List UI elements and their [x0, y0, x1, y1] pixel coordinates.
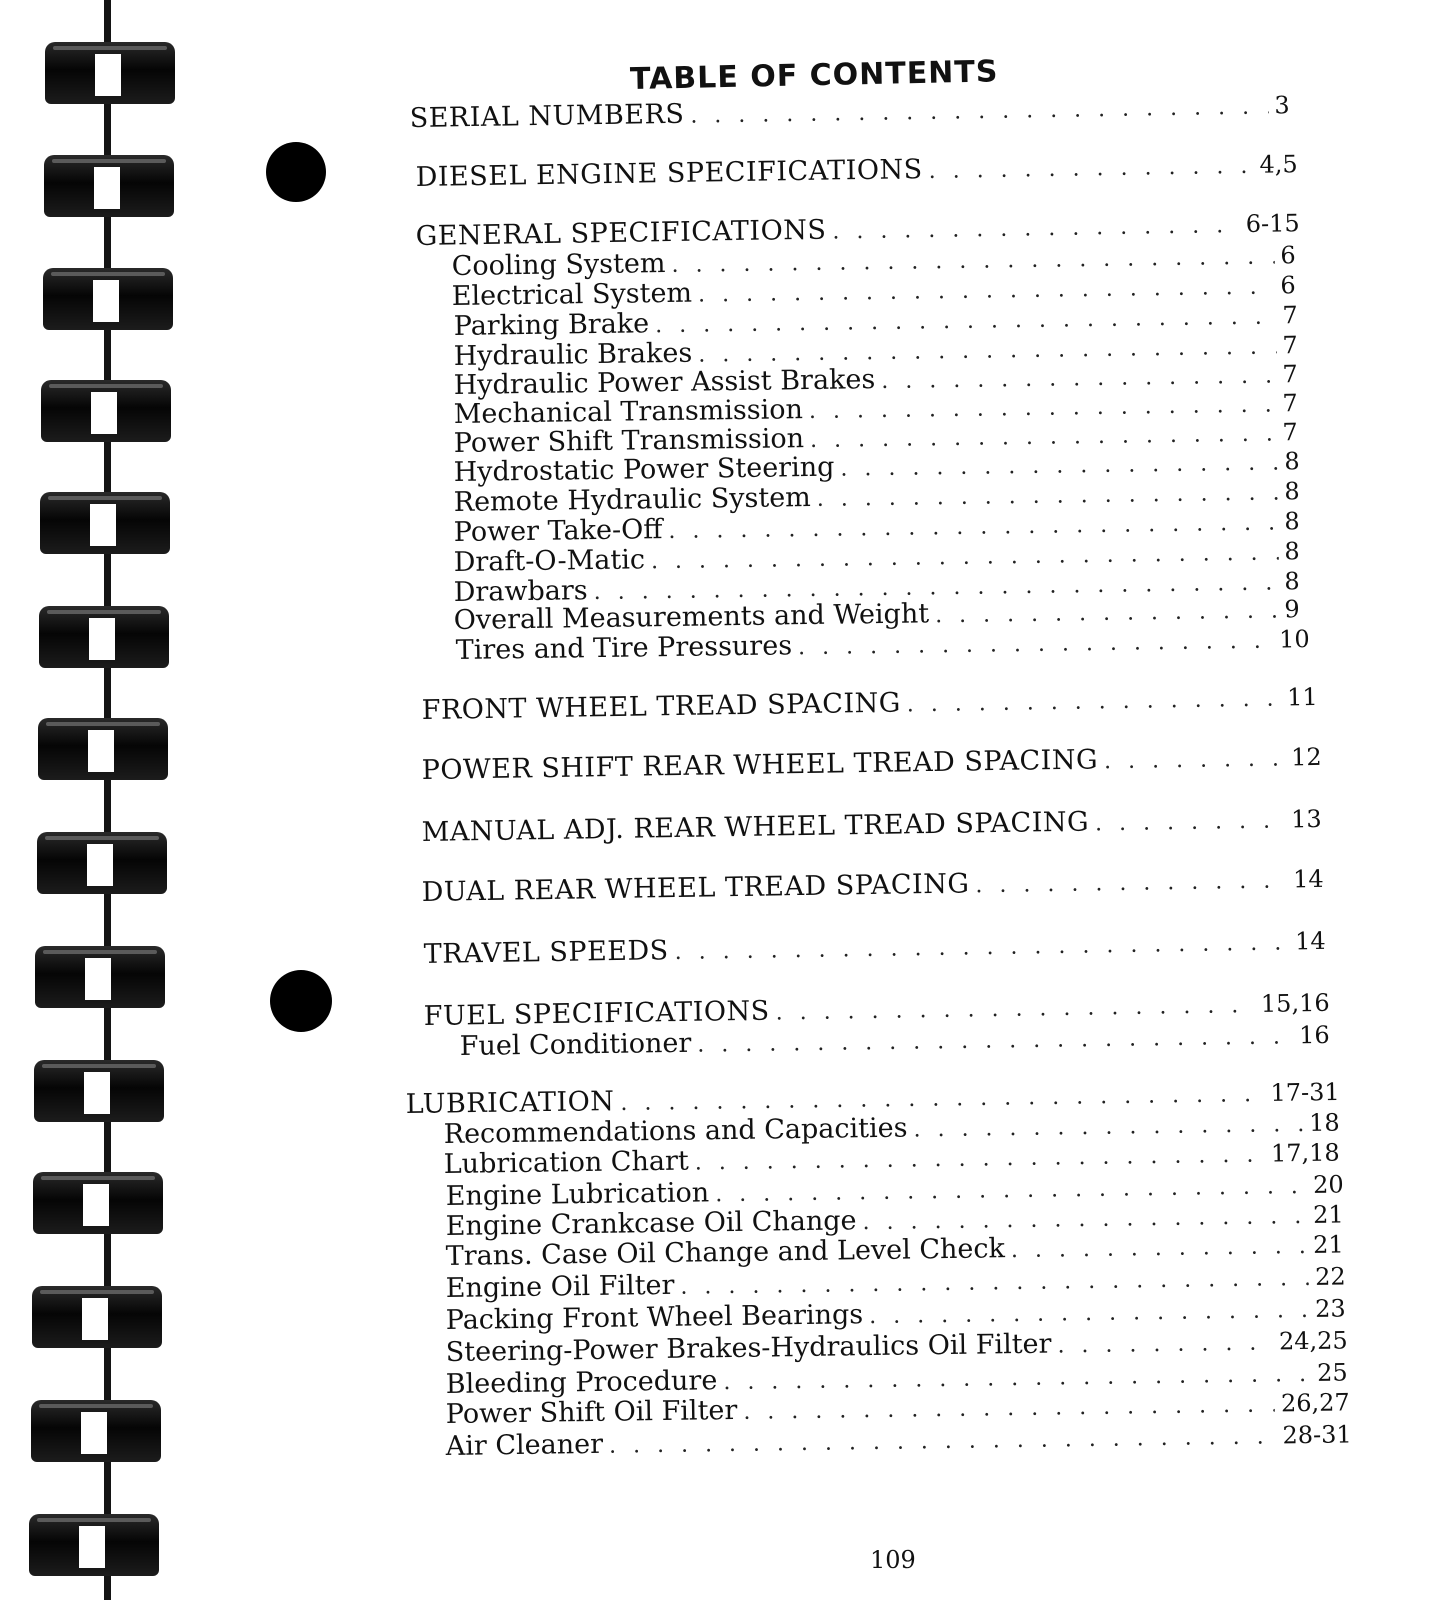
- toc-entry-page: 20: [1312, 1170, 1344, 1199]
- toc-entry-page: 13: [1290, 804, 1322, 834]
- toc-section-entry: [421, 864, 1323, 910]
- toc-entry-page: 6-15: [1245, 209, 1300, 238]
- punch-hole-top: [266, 142, 326, 202]
- toc-entry-title: SERIAL NUMBERS: [409, 98, 685, 135]
- toc-section-entry: [421, 682, 1317, 728]
- toc-entry-title: MANUAL ADJ. REAR WHEEL TREAD SPACING: [421, 806, 1090, 849]
- toc-entry-page: 18: [1308, 1108, 1340, 1137]
- binding-coil: [45, 42, 175, 104]
- toc-entry-page: 26,27: [1280, 1388, 1350, 1418]
- dot-leader: [697, 1022, 1293, 1060]
- toc-section-entry: [421, 804, 1321, 850]
- toc-entry-title: Engine Lubrication: [445, 1177, 710, 1213]
- toc-entry-title: Hydrostatic Power Steering: [453, 451, 835, 489]
- toc-entry-title: Draft-O-Matic: [453, 544, 646, 579]
- dot-leader: [907, 685, 1282, 721]
- punch-hole-bottom: [270, 970, 332, 1032]
- toc-entry-page: 8: [1284, 477, 1300, 506]
- toc-entry-page: 17-31: [1270, 1077, 1340, 1107]
- toc-entry-page: 7: [1282, 389, 1298, 418]
- binding-coil: [38, 718, 168, 780]
- toc-section-entry: [415, 149, 1297, 195]
- toc-entry-page: 14: [1292, 864, 1324, 894]
- toc-entry-page: 8: [1284, 447, 1300, 476]
- toc-entry-title: FUEL SPECIFICATIONS: [423, 995, 770, 1033]
- toc-entry-page: 15,16: [1260, 988, 1330, 1018]
- toc-entry-title: Bleeding Procedure: [445, 1365, 718, 1401]
- binding-coil: [44, 155, 174, 217]
- dot-leader: [690, 93, 1268, 132]
- toc-entry-page: 7: [1282, 418, 1298, 447]
- toc-entry-page: 6: [1280, 241, 1296, 270]
- dot-leader: [928, 152, 1253, 187]
- toc-entry-page: 16: [1298, 1020, 1330, 1050]
- toc-entry-title: Recommendations and Capacities: [443, 1112, 908, 1151]
- toc-entry-page: 8: [1284, 537, 1300, 566]
- binding-coil: [41, 380, 171, 442]
- toc-section-entry: [423, 926, 1325, 972]
- toc-entry-page: 6: [1280, 271, 1296, 300]
- binding-coil: [34, 1060, 164, 1122]
- toc-entry-page: 7: [1282, 331, 1298, 360]
- toc-entry-page: 28-31: [1282, 1420, 1352, 1450]
- toc-entry-page: 3: [1274, 91, 1290, 120]
- toc-entry-page: 25: [1316, 1358, 1348, 1387]
- dot-leader: [1104, 744, 1286, 777]
- binding-coil: [40, 492, 170, 554]
- dot-leader: [975, 866, 1287, 901]
- toc-entry-page: 17,18: [1270, 1138, 1340, 1168]
- dot-leader: [798, 627, 1273, 664]
- toc-entry-title: Packing Front Wheel Bearings: [445, 1299, 864, 1337]
- toc-entry-title: Lubrication Chart: [443, 1145, 689, 1181]
- toc-entry-page: 7: [1282, 301, 1298, 330]
- toc-entry-page: 9: [1284, 595, 1300, 624]
- toc-entry-title: Engine Crankcase Oil Change: [445, 1205, 857, 1243]
- binding-spine: [104, 0, 111, 1600]
- toc-entry-title: Parking Brake: [453, 308, 650, 343]
- binding-coil: [31, 1400, 161, 1462]
- toc-entry-title: LUBRICATION: [405, 1086, 615, 1121]
- dot-leader: [674, 928, 1289, 968]
- toc-entry-page: 8: [1284, 567, 1300, 596]
- binding-coil: [39, 606, 169, 668]
- toc-entry-title: Hydraulic Power Assist Brakes: [453, 364, 876, 402]
- toc-entry-page: 21: [1312, 1230, 1344, 1259]
- dot-leader: [609, 1422, 1277, 1461]
- toc-entry-title: FRONT WHEEL TREAD SPACING: [421, 687, 902, 727]
- toc-entry-page: 11: [1286, 682, 1318, 712]
- toc-entry-page: 24,25: [1278, 1326, 1348, 1356]
- toc-entry-title: Trans. Case Oil Change and Level Check: [445, 1233, 1006, 1273]
- toc-entry-page: 4,5: [1259, 150, 1298, 179]
- toc-entry-title: DIESEL ENGINE SPECIFICATIONS: [415, 154, 923, 194]
- toc-entry-title: Hydraulic Brakes: [453, 337, 693, 373]
- toc-entry-title: Power Take-Off: [453, 514, 663, 549]
- toc-section-entry: [409, 90, 1289, 136]
- toc-entry-page: 7: [1282, 360, 1298, 389]
- toc-entry-title: Remote Hydraulic System: [453, 482, 812, 519]
- toc-entry-title: Electrical System: [451, 277, 693, 313]
- toc-entry-page: 14: [1294, 926, 1326, 956]
- binding-coil: [33, 1172, 163, 1234]
- toc-entry-title: POWER SHIFT REAR WHEEL TREAD SPACING: [421, 744, 1099, 787]
- page-number: 109: [870, 1546, 916, 1574]
- toc-entry-title: Fuel Conditioner: [459, 1027, 692, 1063]
- toc-entry-page: 21: [1312, 1200, 1344, 1229]
- toc-entry-page: 12: [1290, 742, 1322, 772]
- toc-entry-title: Power Shift Oil Filter: [445, 1394, 738, 1431]
- toc-entry-page: 10: [1278, 625, 1310, 654]
- toc-entry-title: Cooling System: [451, 248, 666, 283]
- page-title: TABLE OF CONTENTS: [629, 54, 999, 97]
- toc-entry-title: Steering-Power Brakes-Hydraulics Oil Filter: [445, 1328, 1052, 1369]
- toc-entry-page: 22: [1314, 1262, 1346, 1291]
- toc-entry-title: Tires and Tire Pressures: [455, 630, 793, 667]
- toc-entry-page: 23: [1314, 1294, 1346, 1323]
- toc-entry-title: TRAVEL SPEEDS: [423, 935, 669, 971]
- toc-entry-title: GENERAL SPECIFICATIONS: [415, 214, 827, 253]
- dot-leader: [1011, 1232, 1308, 1266]
- toc-section-entry: [421, 742, 1321, 788]
- toc-entry-page: 8: [1284, 507, 1300, 536]
- binding-coil: [35, 946, 165, 1008]
- binding-coil: [43, 268, 173, 330]
- spiral-binding: [0, 0, 200, 1600]
- toc-entry-title: Overall Measurements and Weight: [453, 598, 930, 637]
- toc-entry-title: Drawbars: [453, 575, 588, 609]
- toc-entry-title: Mechanical Transmission: [453, 394, 804, 431]
- toc-entry-title: DUAL REAR WHEEL TREAD SPACING: [421, 868, 970, 909]
- binding-coil: [37, 832, 167, 894]
- toc-entry-title: Engine Oil Filter: [445, 1269, 675, 1305]
- toc-entry-title: Power Shift Transmission: [453, 423, 805, 460]
- toc-entry-title: Air Cleaner: [445, 1428, 604, 1463]
- dot-leader: [1057, 1328, 1273, 1361]
- binding-coil: [29, 1514, 159, 1576]
- dot-leader: [1095, 806, 1285, 839]
- binding-coil: [32, 1286, 162, 1348]
